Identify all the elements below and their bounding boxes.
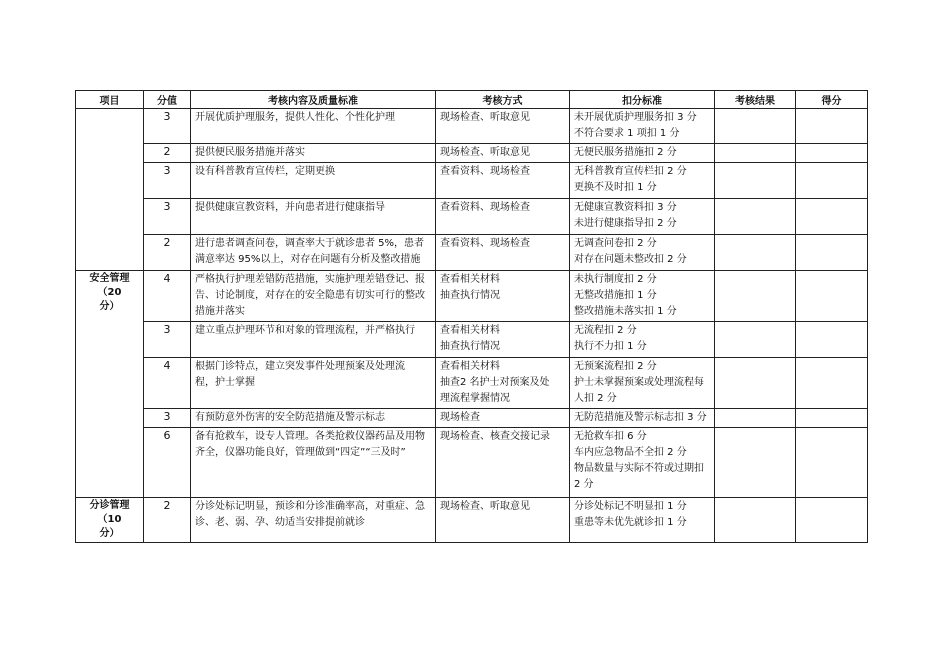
content-cell [191, 235, 436, 271]
deduction-cell [570, 163, 715, 199]
table-row [76, 428, 868, 498]
header-row [76, 91, 868, 109]
content-cell-line: 严格执行护理差错防范措施，实施护理差错登记、报 [195, 274, 425, 285]
table-row [76, 109, 868, 144]
method-cell [436, 498, 570, 543]
method-cell [436, 235, 570, 271]
deduction-cell [570, 428, 715, 498]
content-cell-line: 齐全，仪器功能良好，管理做到“四定”“三及时” [195, 447, 406, 458]
deduction-cell-line: 对存在问题未整改扣 2 分 [574, 254, 687, 265]
result-cell[interactable] [715, 199, 796, 235]
deduction-cell [570, 498, 715, 543]
score-cell: 4 [144, 271, 191, 322]
result-cell[interactable] [715, 322, 796, 358]
assessment-table [75, 90, 868, 543]
content-cell [191, 199, 436, 235]
score-cell: 6 [144, 428, 191, 498]
category-cell-line: 安全管理 [89, 273, 130, 284]
content-cell-line: 分诊处标记明显，预诊和分诊准确率高，对重症、急 [195, 501, 425, 512]
content-cell [191, 271, 436, 322]
deduction-cell-line: 无调查问卷扣 2 分 [574, 238, 657, 249]
header-score: 分值 [144, 91, 191, 109]
table-row [76, 144, 868, 163]
method-cell [436, 271, 570, 322]
table-row [76, 409, 868, 428]
method-cell-line: 抽查执行情况 [440, 290, 500, 301]
deduction-cell-line: 护士未掌握预案或处理流程每 [574, 377, 704, 388]
content-cell-line: 诊、老、弱、孕、幼适当安排提前就诊 [195, 517, 365, 528]
method-cell-line: 现场检查、听取意见 [440, 147, 530, 158]
header-content: 考核内容及质量标准 [191, 91, 436, 109]
header-points: 得分 [796, 91, 868, 109]
method-cell [436, 144, 570, 163]
deduction-cell-line: 整改措施未落实扣 1 分 [574, 306, 677, 317]
table-row [76, 271, 868, 322]
method-cell-line: 查看相关材料 [440, 361, 500, 372]
method-cell-line: 现场检查、听取意见 [440, 112, 530, 123]
content-cell-line: 提供健康宣教资料，并向患者进行健康指导 [195, 202, 385, 213]
score-cell: 2 [144, 498, 191, 543]
content-cell-line: 措施并落实 [195, 306, 245, 317]
category-cell [76, 498, 144, 543]
score-cell: 4 [144, 358, 191, 409]
content-cell-line: 备有抢救车，设专人管理。各类抢救仪器药品及用物 [195, 431, 425, 442]
content-cell-line: 设有科普教育宣传栏，定期更换 [195, 166, 335, 177]
content-cell-line: 程，护士掌握 [195, 377, 255, 388]
category-cell-line: （20 [97, 287, 122, 298]
score-cell: 2 [144, 144, 191, 163]
deduction-cell-line: 未进行健康指导扣 2 分 [574, 218, 677, 229]
method-cell [436, 322, 570, 358]
deduction-cell-line: 未执行制度扣 2 分 [574, 274, 657, 285]
deduction-cell-line: 人扣 2 分 [574, 393, 617, 404]
method-cell-line: 抽查2 名护士对预案及处 [440, 377, 550, 388]
content-cell-line: 提供便民服务措施并落实 [195, 147, 305, 158]
score-cell: 2 [144, 235, 191, 271]
deduction-cell-line: 无科普教育宣传栏扣 2 分 [574, 166, 687, 177]
result-cell[interactable] [715, 498, 796, 543]
method-cell [436, 109, 570, 144]
points-cell[interactable] [796, 409, 868, 428]
method-cell-line: 查看资料、现场检查 [440, 238, 530, 249]
deduction-cell [570, 409, 715, 428]
method-cell [436, 409, 570, 428]
table-row [76, 235, 868, 271]
points-cell[interactable] [796, 322, 868, 358]
method-cell-line: 查看相关材料 [440, 325, 500, 336]
deduction-cell [570, 235, 715, 271]
content-cell [191, 163, 436, 199]
category-cell-line: （10 [97, 514, 122, 525]
content-cell [191, 109, 436, 144]
method-cell-line: 查看资料、现场检查 [440, 202, 530, 213]
points-cell[interactable] [796, 109, 868, 144]
score-cell: 3 [144, 163, 191, 199]
deduction-cell-line: 无防范措施及警示标志扣 3 分 [574, 412, 707, 423]
result-cell[interactable] [715, 428, 796, 498]
points-cell[interactable] [796, 199, 868, 235]
deduction-cell-line: 未开展优质护理服务扣 3 分 [574, 112, 697, 123]
points-cell[interactable] [796, 271, 868, 322]
method-cell [436, 163, 570, 199]
deduction-cell [570, 358, 715, 409]
method-cell-line: 现场检查 [440, 412, 480, 423]
deduction-cell-line: 无预案流程扣 2 分 [574, 361, 657, 372]
method-cell-line: 查看资料、现场检查 [440, 166, 530, 177]
deduction-cell-line: 分诊处标记不明显扣 1 分 [574, 501, 687, 512]
result-cell[interactable] [715, 163, 796, 199]
content-cell-line: 开展优质护理服务，提供人性化、个性化护理 [195, 112, 395, 123]
points-cell[interactable] [796, 498, 868, 543]
score-cell: 3 [144, 109, 191, 144]
deduction-cell-line: 无便民服务措施扣 2 分 [574, 147, 677, 158]
header-result: 考核结果 [715, 91, 796, 109]
content-cell [191, 358, 436, 409]
deduction-cell [570, 144, 715, 163]
deduction-cell-line: 重患等未优先就诊扣 1 分 [574, 517, 687, 528]
content-cell [191, 428, 436, 498]
deduction-cell [570, 109, 715, 144]
header-deduction: 扣分标准 [570, 91, 715, 109]
deduction-cell-line: 不符合要求 1 项扣 1 分 [574, 128, 680, 139]
score-cell: 3 [144, 199, 191, 235]
content-cell-line: 有预防意外伤害的安全防范措施及警示标志 [195, 412, 385, 423]
points-cell[interactable] [796, 428, 868, 498]
deduction-cell-line: 无整改措施扣 1 分 [574, 290, 657, 301]
method-cell [436, 199, 570, 235]
content-cell [191, 498, 436, 543]
result-cell[interactable] [715, 109, 796, 144]
content-cell [191, 144, 436, 163]
method-cell [436, 358, 570, 409]
score-cell: 3 [144, 322, 191, 358]
category-cell-line: 分诊管理 [89, 500, 130, 511]
table-row [76, 163, 868, 199]
header-method: 考核方式 [436, 91, 570, 109]
content-cell-line: 根据门诊特点，建立突发事件处理预案及处理流 [195, 361, 405, 372]
table-row [76, 498, 868, 543]
category-cell-line: 分） [99, 528, 120, 539]
method-cell-line: 抽查执行情况 [440, 341, 500, 352]
content-cell-line: 告、讨论制度，对存在的安全隐患有切实可行的整改 [195, 290, 425, 301]
content-cell-line: 满意率达 95%以上，对存在问题有分析及整改措施 [195, 254, 421, 265]
deduction-cell-line: 无抢救车扣 6 分 [574, 431, 647, 442]
result-cell[interactable] [715, 235, 796, 271]
category-cell-line: 分） [99, 301, 120, 312]
method-cell-line: 现场检查、核查交接记录 [440, 431, 550, 442]
deduction-cell-line: 更换不及时扣 1 分 [574, 182, 657, 193]
deduction-cell-line: 无健康宣教资料扣 3 分 [574, 202, 677, 213]
content-cell-line: 进行患者调查问卷，调查率大于就诊患者 5%，患者 [195, 238, 425, 249]
method-cell-line: 理流程掌握情况 [440, 393, 510, 404]
result-cell[interactable] [715, 358, 796, 409]
deduction-cell [570, 271, 715, 322]
method-cell [436, 428, 570, 498]
category-cell [76, 271, 144, 498]
deduction-cell-line: 执行不力扣 1 分 [574, 341, 647, 352]
content-cell-line: 建立重点护理环节和对象的管理流程，并严格执行 [195, 325, 415, 336]
category-cell [76, 109, 144, 271]
method-cell-line: 现场检查、听取意见 [440, 501, 530, 512]
deduction-cell [570, 199, 715, 235]
deduction-cell-line: 无流程扣 2 分 [574, 325, 637, 336]
table-row [76, 199, 868, 235]
table-row [76, 358, 868, 409]
method-cell-line: 查看相关材料 [440, 274, 500, 285]
points-cell[interactable] [796, 358, 868, 409]
deduction-cell-line: 车内应急物品不全扣 2 分 [574, 447, 687, 458]
points-cell[interactable] [796, 163, 868, 199]
score-cell: 3 [144, 409, 191, 428]
content-cell [191, 409, 436, 428]
content-cell [191, 322, 436, 358]
points-cell[interactable] [796, 235, 868, 271]
header-item: 项目 [76, 91, 144, 109]
table-row [76, 322, 868, 358]
result-cell[interactable] [715, 409, 796, 428]
points-cell[interactable] [796, 144, 868, 163]
deduction-cell [570, 322, 715, 358]
result-cell[interactable] [715, 271, 796, 322]
deduction-cell-line: 物品数量与实际不符或过期扣 [574, 463, 704, 474]
result-cell[interactable] [715, 144, 796, 163]
deduction-cell-line: 2 分 [574, 479, 594, 490]
